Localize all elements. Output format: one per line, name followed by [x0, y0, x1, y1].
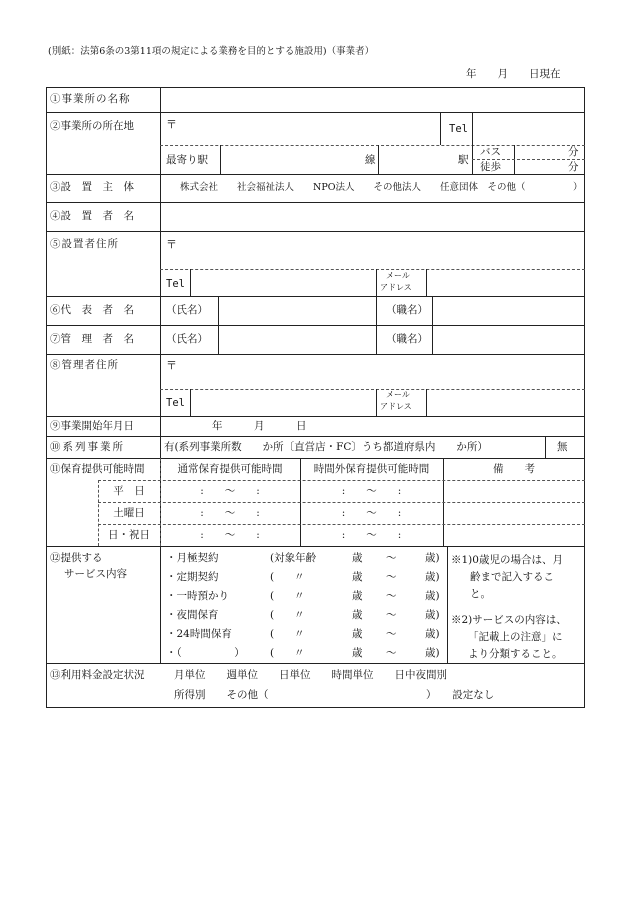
label-start-date: ⑨事業開始年月日 — [50, 420, 134, 432]
service-night[interactable]: ・夜間保育 — [166, 609, 219, 621]
service-monthly[interactable]: ・月極契約 — [166, 552, 219, 564]
service-other[interactable]: ・（ ） — [166, 647, 245, 659]
station-suffix: 駅 — [458, 154, 469, 166]
label-founder-type: ③設 置 主 体 — [50, 181, 134, 193]
label-manager-address: ⑧管理者住所 — [50, 359, 119, 371]
label-founder-address: ⑤設置者住所 — [50, 238, 119, 250]
age-unit: 歳 — [352, 552, 363, 564]
tel-label: Tel — [449, 123, 468, 135]
bus-minutes-field[interactable] — [516, 146, 566, 158]
range-tilde: 〜 — [386, 571, 397, 583]
range-tilde: 〜 — [386, 647, 397, 659]
weekday-extended-time[interactable]: : 〜 : — [341, 485, 402, 497]
age-unit: 歳 — [352, 571, 363, 583]
founder-address-field[interactable] — [178, 233, 578, 267]
job-title-label: （職名） — [386, 304, 428, 316]
label-services-line1: ⑫提供する — [50, 552, 103, 564]
service-temporary[interactable]: ・一時預かり — [166, 590, 229, 602]
label-facility-address: ②事業所の所在地 — [50, 120, 134, 132]
mail-label: メール — [386, 271, 410, 280]
age-close: 歳) — [425, 647, 440, 659]
address-label: アドレス — [380, 283, 412, 292]
ditto-mark: 〃 — [294, 590, 305, 602]
label-care-hours: ⑪保育提供可能時間 — [50, 463, 145, 475]
header-remarks: 備 考 — [493, 463, 535, 475]
walk-minutes-unit: 分 — [568, 161, 579, 173]
representative-name-field[interactable] — [220, 298, 374, 323]
tel-label: Tel — [166, 278, 185, 290]
saturday-extended-time[interactable]: : 〜 : — [341, 507, 402, 519]
facility-tel-field[interactable] — [474, 114, 582, 144]
postal-mark: 〒 — [166, 359, 177, 372]
ditto-mark: 〃 — [294, 571, 305, 583]
range-tilde: 〜 — [386, 628, 397, 640]
label-facility-name: ①事業所の名称 — [50, 93, 131, 105]
remarks-field[interactable] — [445, 482, 583, 544]
day-weekday: 平 日 — [113, 485, 145, 497]
representative-title-field[interactable] — [434, 298, 582, 323]
date-line: 年 月 日現在 — [466, 68, 561, 80]
name-label: （氏名） — [166, 304, 208, 316]
label-representative-name: ⑥代 表 者 名 — [50, 304, 134, 316]
facility-name-field[interactable] — [162, 89, 582, 110]
age-close: 歳) — [425, 571, 440, 583]
affiliated-facilities-yes[interactable]: 有(系列事業所数 か所〔直営店・FC〕うち都道府県内 か所） — [164, 441, 488, 453]
note1-line1: ※1)0歳児の場合は、月 — [451, 554, 563, 566]
service-regular[interactable]: ・定期契約 — [166, 571, 219, 583]
postal-mark: 〒 — [166, 118, 177, 131]
weekday-regular-time[interactable]: : 〜 : — [200, 485, 260, 497]
age-close: 歳) — [425, 552, 440, 564]
label-affiliated-facilities: ⑩系列事業所 — [50, 441, 125, 453]
age-unit: 歳 — [352, 590, 363, 602]
manager-address-field[interactable] — [178, 356, 578, 386]
mail-label: メール — [386, 390, 410, 399]
range-tilde: 〜 — [386, 609, 397, 621]
manager-name-field[interactable] — [220, 327, 374, 352]
nearest-station-label: 最寄り駅 — [166, 154, 208, 166]
tel-label: Tel — [166, 397, 185, 409]
founder-type-options[interactable]: 株式会社 社会福祉法人 NPO法人 その他法人 任意団体 その他（ ） — [180, 182, 583, 193]
saturday-regular-time[interactable]: : 〜 : — [200, 507, 260, 519]
ditto-mark: 〃 — [294, 609, 305, 621]
address-label: アドレス — [380, 402, 412, 411]
age-close: 歳) — [425, 609, 440, 621]
affiliated-facilities-none[interactable]: 無 — [557, 441, 568, 453]
day-saturday: 土曜日 — [113, 507, 145, 519]
header-extended-hours: 時間外保育提供可能時間 — [313, 463, 430, 475]
start-date-field[interactable]: 年 月 日 — [212, 420, 307, 432]
walk-minutes-field[interactable] — [516, 161, 566, 173]
age-unit: 歳 — [352, 647, 363, 659]
note1-line3: と。 — [470, 588, 491, 600]
label-services-line2: サービス内容 — [64, 568, 127, 580]
founder-email-field[interactable] — [428, 271, 582, 294]
day-sunday-holiday: 日・祝日 — [108, 529, 150, 541]
manager-title-field[interactable] — [434, 327, 582, 352]
manager-tel-field[interactable] — [192, 391, 372, 414]
name-label: （氏名） — [166, 333, 208, 345]
service-24h[interactable]: ・24時間保育 — [166, 628, 232, 640]
founder-tel-field[interactable] — [192, 271, 372, 294]
note2-line3: より分類すること。 — [468, 648, 563, 660]
holiday-regular-time[interactable]: : 〜 : — [200, 529, 260, 541]
walk-label: 徒歩 — [480, 161, 501, 173]
age-open: ( — [270, 628, 275, 640]
manager-email-field[interactable] — [428, 391, 582, 414]
age-open: ( — [270, 571, 275, 583]
fee-options-line1[interactable]: 月単位 週単位 日単位 時間単位 日中夜間別 — [174, 669, 447, 681]
form-header-note: (別紙：法第6条の3第11項の規定による業務を目的とする施設用)（事業者） — [48, 46, 375, 57]
range-tilde: 〜 — [386, 590, 397, 602]
note2-line2: 「記載上の注意」に — [468, 631, 563, 643]
age-unit: 歳 — [352, 628, 363, 640]
label-fee-settings: ⑬利用料金設定状況 — [50, 669, 145, 681]
bus-minutes-unit: 分 — [568, 146, 579, 158]
facility-address-field[interactable] — [178, 114, 438, 144]
fee-options-line2[interactable]: 所得別 その他（ ） 設定なし — [174, 689, 495, 701]
bus-label: バス — [480, 146, 501, 158]
label-manager-name: ⑦管 理 者 名 — [50, 333, 134, 345]
founder-name-field[interactable] — [162, 204, 582, 229]
note2-line1: ※2)サービスの内容は、 — [451, 614, 567, 626]
age-open: ( — [270, 647, 275, 659]
age-open: (対象年齢 — [270, 552, 317, 564]
postal-mark: 〒 — [166, 238, 177, 251]
line-suffix: 線 — [365, 154, 376, 166]
age-open: ( — [270, 590, 275, 602]
railway-line-field[interactable] — [222, 147, 360, 172]
header-regular-hours: 通常保育提供可能時間 — [177, 463, 283, 475]
age-close: 歳) — [425, 590, 440, 602]
ditto-mark: 〃 — [294, 647, 305, 659]
label-founder-name: ④設 置 者 名 — [50, 210, 134, 222]
note1-line2: 齢まで記入するこ — [470, 571, 554, 583]
station-name-field[interactable] — [380, 147, 454, 172]
ditto-mark: 〃 — [294, 628, 305, 640]
range-tilde: 〜 — [386, 552, 397, 564]
age-unit: 歳 — [352, 609, 363, 621]
job-title-label: （職名） — [386, 333, 428, 345]
age-open: ( — [270, 609, 275, 621]
age-close: 歳) — [425, 628, 440, 640]
holiday-extended-time[interactable]: : 〜 : — [341, 529, 402, 541]
